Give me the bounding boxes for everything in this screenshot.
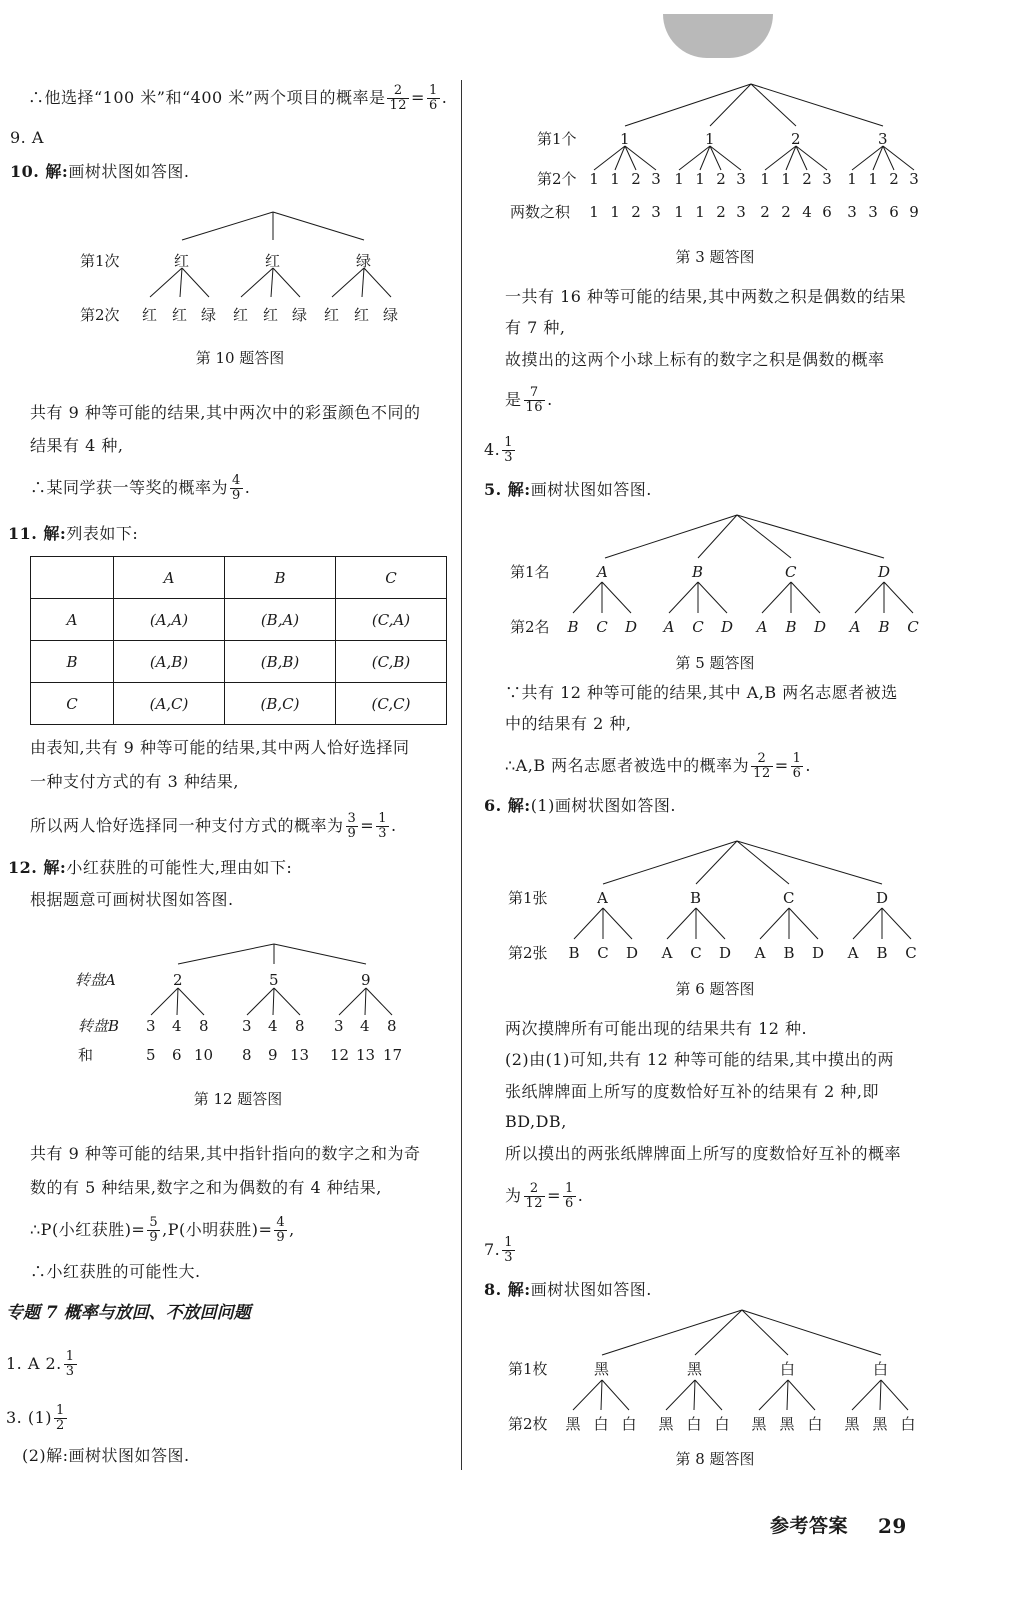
caption-8: 第 8 题答图 [675,1450,755,1468]
tree12-node: 5 [269,971,279,989]
tree10-leaf: 绿 [201,306,217,324]
answer-12-line4: 数的有 5 种结果,数字之和为偶数的有 4 种结果, [30,1178,382,1197]
tree12-sum: 8 [242,1046,252,1064]
tree3-leaf: 1 [760,170,770,188]
tree8-node: 黑 [594,1360,610,1378]
tree3-leaf: 1 [695,170,705,188]
tree8-leaf: 黑 [751,1415,767,1433]
tree3-leaf: 2 [889,170,899,188]
table-row [31,683,447,725]
tree10-leaf: 红 [354,306,370,324]
tree5-leaf: A [663,618,675,636]
caption-6: 第 6 题答图 [675,980,755,998]
tree12-node: 9 [361,971,371,989]
tree12-node: 2 [173,971,183,989]
tree12-row1-label: 转盘A [75,971,116,989]
tree3-leaf: 3 [736,170,746,188]
tree5-node: B [692,563,704,581]
answer-6-line3: 张纸牌牌面上所写的度数恰好互补的结果有 2 种,即 [505,1082,879,1101]
table-cell: C [31,683,114,725]
tree12-leaf: 3 [146,1017,156,1035]
tree3-product: 3 [847,203,857,221]
answer-5-line2: 中的结果有 2 种, [505,714,632,733]
tree5-row2-label: 第2名 [510,618,550,636]
tree3-product: 1 [674,203,684,221]
tree10-node: 红 [174,252,190,270]
fraction: $\frac{1}{3}$ [504,1235,514,1265]
fraction: $\frac{1}{6}$ [792,751,802,781]
tree5-node: A [597,563,608,581]
answer-10-line3: ∴某同学获一等奖的概率为 $\frac{4}{9}$ . [30,473,251,503]
tree3-row1-label: 第1个 [537,130,577,148]
fraction: $\frac{1}{3}$ [504,435,514,465]
tree12-sum: 10 [194,1046,214,1064]
tree3-leaf: 1 [589,170,599,188]
answer-8-header: 8. 解:画树状图如答图. [484,1280,652,1299]
tree3-node: 2 [791,130,801,148]
fraction: $\frac{4}{9}$ [276,1215,286,1245]
tree5-leaf: B [567,618,579,636]
tree6-leaf: B [568,944,580,962]
table-cell: C [336,557,447,599]
tree3-product: 3 [736,203,746,221]
table-cell: (B,C) [225,683,336,725]
tree8-leaf: 黑 [872,1415,888,1433]
answer-12-line6: ∴小红获胜的可能性大. [30,1262,201,1281]
table-cell: (A,B) [114,641,225,683]
tree5-leaf: B [785,618,797,636]
tree8-leaf: 白 [900,1415,916,1433]
tree3-leaf: 1 [610,170,620,188]
tree12-leaf: 3 [334,1017,344,1035]
answer-5-line1: ∵共有 12 种等可能的结果,其中 A,B 两名志愿者被选 [505,683,898,702]
table-cell: (C,B) [336,641,447,683]
fraction: $\frac{2}{12}$ [389,83,408,113]
fraction: $\frac{2}{12}$ [525,1181,544,1211]
tree-diagram-12 [70,938,450,1068]
table-11 [30,556,447,725]
tree5-leaf: C [596,618,608,636]
tree8-row2-label: 第2枚 [508,1415,548,1433]
tree12-sum: 12 [330,1046,350,1064]
tree3-node: 1 [705,130,715,148]
answer-3-line2: 有 7 种, [505,318,566,337]
footer-label: 参考答案 [770,1515,849,1537]
answer-4: 4. $\frac{1}{3}$ [484,435,514,465]
answer-10-line2: 结果有 4 种, [30,436,124,455]
answer-6-header: 6. 解:(1)画树状图如答图. [484,796,676,815]
tree3-product: 2 [760,203,770,221]
tree3-leaf: 1 [847,170,857,188]
answer-6-line1: 两次摸牌所有可能出现的结果共有 12 种. [505,1019,808,1038]
tree8-row1-label: 第1枚 [508,1360,548,1378]
tree8-leaf: 黑 [779,1415,795,1433]
table-cell: (A,A) [114,599,225,641]
tree5-leaf: A [756,618,768,636]
tree6-leaf: B [876,944,888,962]
tree10-leaf: 红 [233,306,249,324]
tree10-leaf: 绿 [383,306,399,324]
answer-6-line6: 为 $\frac{2}{12}$ = $\frac{1}{6}$ . [505,1181,584,1211]
tree6-leaf: A [661,944,673,962]
answer-6-line2: (2)由(1)可知,共有 12 种等可能的结果,其中摸出的两 [505,1050,895,1069]
tree6-leaf: A [754,944,766,962]
tree-diagram-6 [505,836,935,966]
tree3-row2-label: 第2个 [537,170,577,188]
tree12-sum: 17 [383,1046,403,1064]
caption-5: 第 5 题答图 [675,654,755,672]
tree3-row3-products [589,203,919,221]
tree8-leaf: 白 [621,1415,637,1433]
answer-12-line2: 根据题意可画树状图如答图. [30,890,234,909]
answer-12-line3: 共有 9 种等可能的结果,其中指针指向的数字之和为奇 [30,1144,421,1163]
tree5-leaf: D [720,618,734,636]
tree8-node: 白 [780,1360,796,1378]
tree-diagram-3 [505,78,935,228]
tree5-leaf: B [878,618,890,636]
topic-answer-3-2: (2)解:画树状图如答图. [22,1446,190,1465]
tree6-row2-label: 第2张 [508,944,548,962]
tree8-leaf: 黑 [658,1415,674,1433]
tree8-leaf: 黑 [844,1415,860,1433]
tree3-product: 3 [868,203,878,221]
caption-12: 第 12 题答图 [193,1090,283,1108]
tree5-row2-leaves [566,618,919,636]
caption-3: 第 3 题答图 [675,248,755,266]
tree3-product: 2 [716,203,726,221]
tree10-leaf: 红 [172,306,188,324]
tree-diagram-10 [70,205,450,335]
tree5-node: D [878,563,891,581]
caption-10: 第 10 题答图 [195,349,285,367]
tree3-leaf: 2 [802,170,812,188]
topic-answer-3-1: 3. (1) $\frac{1}{2}$ [6,1403,65,1433]
tree3-product: 4 [802,203,812,221]
tree12-leaf: 8 [199,1017,209,1035]
tree12-leaf: 3 [242,1017,252,1035]
tree3-leaf: 3 [651,170,661,188]
tree3-leaf: 3 [909,170,919,188]
tree3-product: 1 [610,203,620,221]
tree3-leaf: 1 [781,170,791,188]
tree3-leaf: 3 [822,170,832,188]
tree10-row1-label: 第1次 [80,252,120,270]
tree5-leaf: C [907,618,919,636]
tree-diagram-5 [505,510,935,640]
tree12-row3-label: 和 [78,1046,94,1064]
column-divider [461,80,462,1470]
tree3-product: 6 [822,203,832,221]
tree10-leaf: 红 [142,306,158,324]
tree10-row2-label: 第2次 [80,306,120,324]
fraction: $\frac{5}{9}$ [149,1215,159,1245]
tree12-sum: 6 [172,1046,182,1064]
tree12-leaf: 4 [360,1017,370,1035]
tree3-product: 3 [651,203,661,221]
fraction: $\frac{3}{9}$ [347,811,357,841]
tree3-node: 1 [620,130,630,148]
fraction: $\frac{1}{3}$ [65,1349,75,1379]
table-cell: (C,A) [336,599,447,641]
answer-3-line1: 一共有 16 种等可能的结果,其中两数之积是偶数的结果 [505,287,907,306]
tree5-row1-label: 第1名 [510,563,550,581]
answer-11-line1: 由表知,共有 9 种等可能的结果,其中两人恰好选择同 [30,738,410,757]
tree6-leaf: D [625,944,639,962]
tree6-leaf: D [718,944,732,962]
tree12-leaf: 4 [268,1017,278,1035]
tree5-leaf: A [849,618,861,636]
text: ∴他选择“100 米”和“400 米”两个项目的概率是 [28,88,386,107]
tree12-leaf: 4 [172,1017,182,1035]
tree3-leaf: 2 [716,170,726,188]
tree10-node: 红 [265,252,281,270]
answer-3-line4: 是 $\frac{7}{16}$ . [505,385,553,415]
fraction: $\frac{2}{12}$ [753,751,771,781]
tree10-leaf: 红 [263,306,279,324]
tree6-node: B [690,889,702,907]
tree6-leaf: D [811,944,825,962]
tree8-node: 黑 [687,1360,703,1378]
tree12-sum: 13 [356,1046,376,1064]
fraction: $\frac{1}{6}$ [428,83,438,113]
answer-11-line2: 一种支付方式的有 3 种结果, [30,772,239,791]
tree8-leaf: 黑 [565,1415,581,1433]
table-cell: B [225,557,336,599]
answer-11-line3: 所以两人恰好选择同一种支付方式的概率为 $\frac{3}{9}$ = $\frac{1}{3}$ . [30,811,397,841]
fraction: $\frac{1}{6}$ [564,1181,574,1211]
tree10-leaf: 绿 [292,306,308,324]
table-cell: (A,C) [114,683,225,725]
tree12-sum: 9 [268,1046,278,1064]
answer-7: 7. $\frac{1}{3}$ [484,1235,514,1265]
table-cell [31,557,114,599]
tree8-leaf: 白 [714,1415,730,1433]
tree3-leaf: 1 [868,170,878,188]
tree12-sum: 5 [146,1046,156,1064]
tree12-leaf: 8 [387,1017,397,1035]
tree5-leaf: C [692,618,704,636]
tree3-product: 9 [909,203,919,221]
tree5-node: C [785,563,797,581]
header-decoration [663,14,773,58]
answer-10-header: 10. 解:画树状图如答图. [10,162,190,181]
tree6-node: D [876,889,889,907]
tree8-leaf: 白 [686,1415,702,1433]
table-cell: B [31,641,114,683]
tree8-row2-leaves [565,1415,915,1433]
tree10-node: 绿 [356,252,372,270]
answer-9: 9. A [10,128,44,147]
table-row [31,599,447,641]
answer-10-line1: 共有 9 种等可能的结果,其中两次中的彩蛋颜色不同的 [30,403,421,422]
topic-answer-1-2: 1. A 2. $\frac{1}{3}$ [6,1349,75,1379]
table-cell: A [31,599,114,641]
answer-6-line5: 所以摸出的两张纸牌牌面上所写的度数恰好互补的概率 [505,1144,902,1163]
tree8-leaf: 白 [593,1415,609,1433]
tree5-leaf: D [813,618,827,636]
answer-12-line5: ∴P(小红获胜)= $\frac{5}{9}$ ,P(小明获胜)= $\frac{4}{9}$ , [30,1215,295,1245]
tree8-node: 白 [873,1360,889,1378]
tree3-leaf: 2 [631,170,641,188]
answer-3-line3: 故摸出的这两个小球上标有的数字之积是偶数的概率 [505,350,885,369]
table-header-row [31,557,447,599]
tree6-node: A [597,889,608,907]
tree6-leaf: C [690,944,702,962]
fraction: $\frac{1}{3}$ [378,811,387,841]
fraction: $\frac{4}{9}$ [232,473,241,503]
tree3-row2-leaves [589,170,919,188]
answer-12-header: 12. 解:小红获胜的可能性大,理由如下: [8,858,293,877]
fraction: $\frac{1}{2}$ [56,1403,65,1433]
answer-6-line4: BD,DB, [505,1112,567,1131]
tree12-leaf: 8 [295,1017,305,1035]
tree6-leaf: C [905,944,917,962]
tree6-row1-label: 第1张 [508,889,548,907]
tree3-product: 2 [631,203,641,221]
tree5-leaf: D [624,618,638,636]
table-cell: A [114,557,225,599]
topic-heading: 专题 7 概率与放回、不放回问题 [6,1303,251,1323]
line-prob-100-400: ∴他选择“100 米”和“400 米”两个项目的概率是 $\frac{2}{12}$ = $\frac{1}{6}$ . [28,83,448,113]
table-cell: (B,A) [225,599,336,641]
tree6-row2-leaves [568,944,916,962]
tree3-product: 1 [695,203,705,221]
tree3-product: 6 [889,203,899,221]
answer-5-header: 5. 解:画树状图如答图. [484,480,652,499]
answer-5-line3: ∴A,B 两名志愿者被选中的概率为 $\frac{2}{12}$ = $\frac{1}{6}$ . [505,751,811,781]
tree8-leaf: 白 [807,1415,823,1433]
fraction: $\frac{7}{16}$ [525,385,544,415]
tree3-row3-label: 两数之积 [510,203,571,221]
footer-page-number: 29 [878,1514,907,1538]
tree3-product: 1 [589,203,599,221]
tree6-node: C [783,889,795,907]
tree3-product: 2 [781,203,791,221]
answer-11-header: 11. 解:列表如下: [8,524,139,543]
tree10-leaf: 红 [324,306,340,324]
tree6-leaf: B [783,944,795,962]
tree3-node: 3 [878,130,888,148]
tree6-leaf: C [597,944,609,962]
table-cell: (C,C) [336,683,447,725]
table-cell: (B,B) [225,641,336,683]
tree12-sum: 13 [290,1046,310,1064]
tree6-leaf: A [847,944,859,962]
tree3-leaf: 1 [674,170,684,188]
table-row [31,641,447,683]
tree-diagram-8 [505,1306,935,1436]
tree12-row2-label: 转盘B [78,1017,120,1035]
